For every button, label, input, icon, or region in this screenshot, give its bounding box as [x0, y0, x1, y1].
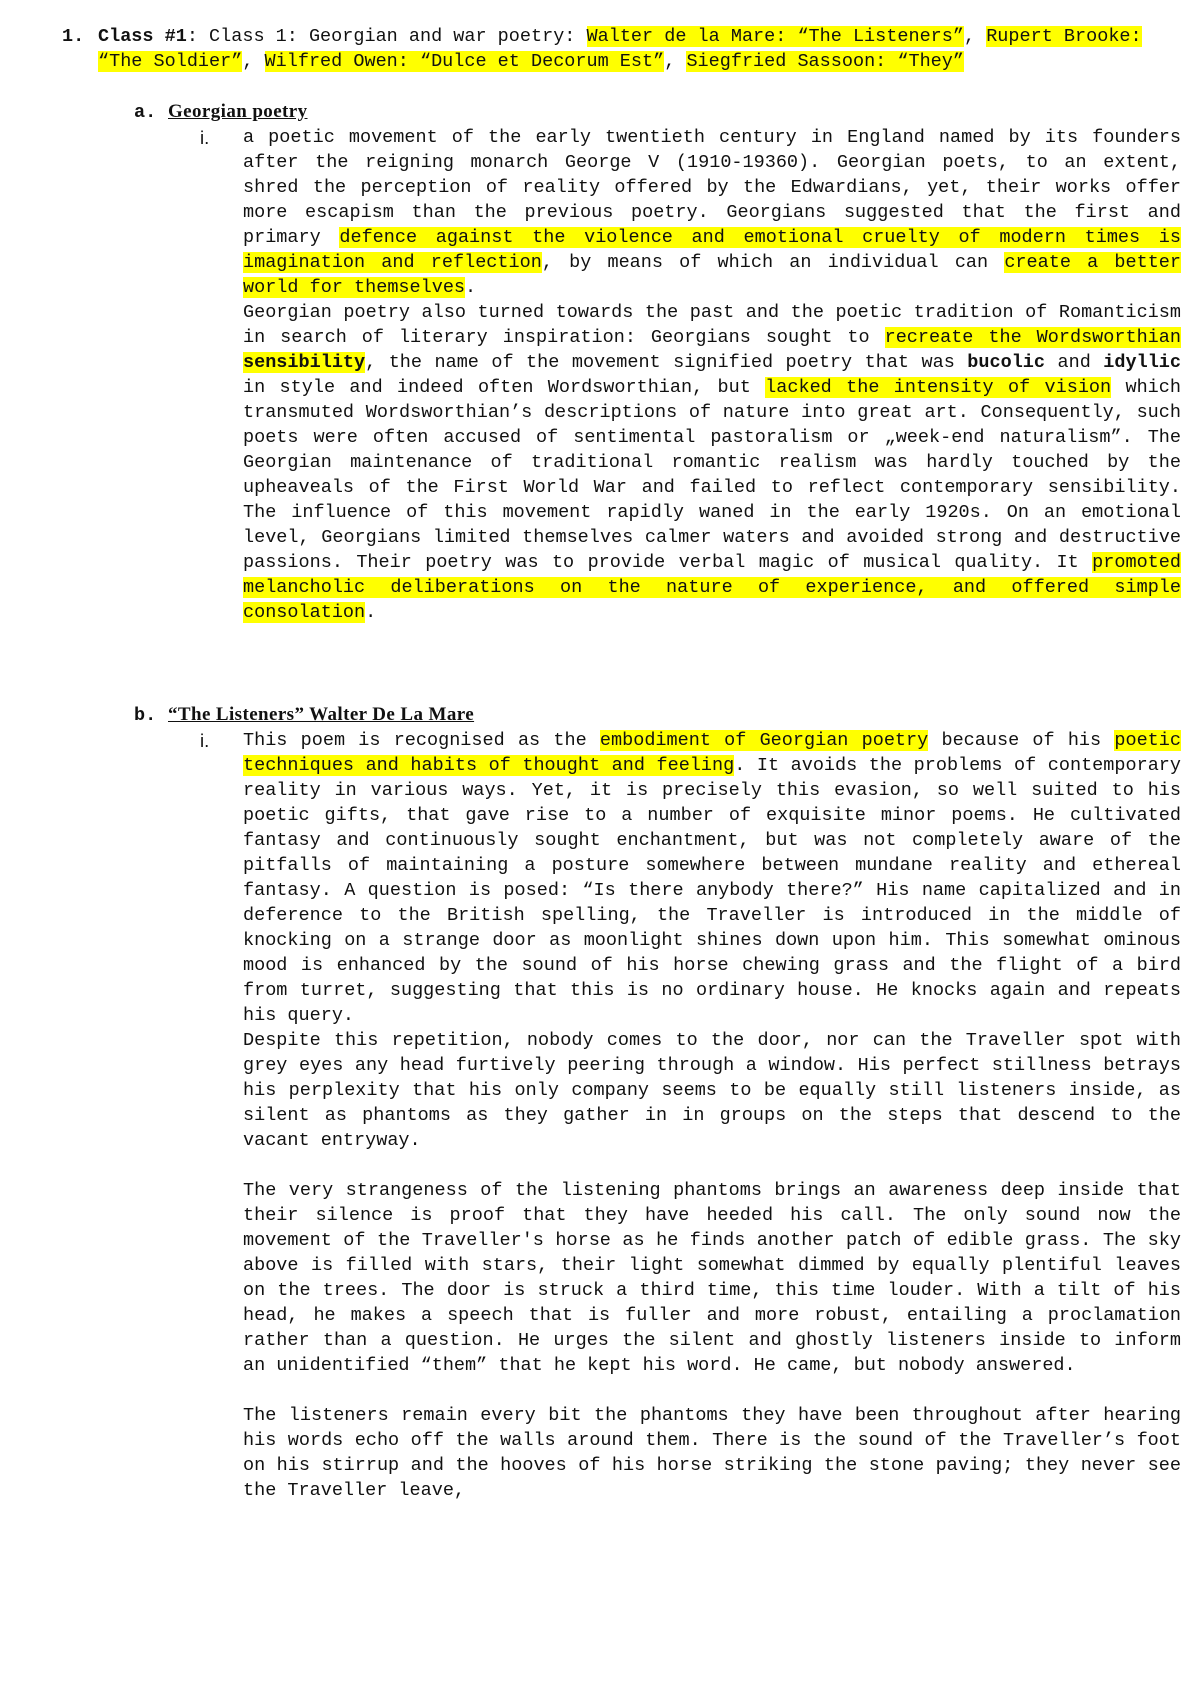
work-1: Walter de la Mare: “The Listeners”	[586, 26, 964, 47]
section-a-roman: i.	[200, 127, 210, 148]
paragraph: This poem is recognised as the embodiment of Georgian poetry because of his poetic techniques and habits of thought and feeling. It avoids the problems of contemporary reality in various ways. Yet, it is precisely this evasion, so well suited to his poetic gifts, that gave rise to a number of exquisite minor poems. He cultivated fantasy and continuously sought enchantment, but was not completely aware of the pitfalls of maintaining a posture somewhere between mundane reality and ethereal fantasy. A question is posed: “Is there anybody there?” His name capitalized and in deference to the British spelling, the Traveller is introduced in the middle of knocking on a strange door as moonlight shines down upon him. This somewhat ominous mood is enhanced by the sound of his horse chewing grass and the flight of a bird from turret, suggesting that this is no ordinary house. He knocks again and repeats his query.	[243, 730, 1181, 1026]
class-title: Class 1: Georgian and war poetry:	[197, 26, 587, 47]
paragraph: Georgian poetry also turned towards the past and the poetic tradition of Romanticism in search of literary inspiration: Georgians sought to recreate the Wordsworthian sensibility, the name of the movement signified poetry that was bucolic and idyllic in style and indeed often Wordsworthian, but lacked the intensity of vision which transmuted Wordsworthian’s descriptions of nature into great art. Consequently, such poets were often accused of sentimental pastoralism or „week-end naturalism”. The Georgian maintenance of traditional romantic realism was hardly touched by the upheaveals of the First World War and failed to reflect contemporary sensibility. The influence of this movement rapidly waned in the early 1920s. On an emotional level, Georgians limited themselves calmer waters and avoided strong and destructive passions. Their poetry was to provide verbal magic of musical quality. It promoted melancholic deliberations on the nature of experience, and offered simple consolation.	[243, 302, 1181, 623]
paragraph: The very strangeness of the listening phantoms brings an awareness deep inside that their silence is proof that they have heeded his call. The only sound now the movement of the Traveller's horse as he finds another patch of edible grass. The sky above is filled with stars, their light somewhat dimmed by equally plentiful leaves on the trees. The door is struck a third time, this time louder. With a tilt of his head, he makes a speech that is fuller and more robust, entailing a proclamation rather than a question. He urges the silent and ghostly listeners inside to inform an unidentified “them” that he kept his word. He came, but nobody answered.	[243, 1180, 1181, 1376]
section-b-roman: i.	[200, 730, 210, 751]
section-a-title: Georgian poetry	[168, 101, 308, 122]
work-4: Siegfried Sassoon: “They”	[686, 51, 964, 72]
paragraph: The listeners remain every bit the phantoms they have been throughout after hearing his words echo off the walls around them. There is the sound of the Traveller’s foot on his stirrup and the hooves of his horse striking the stone paving; they never see the Traveller leave,	[243, 1405, 1181, 1501]
work-3: Wilfred Owen: “Dulce et Decorum Est”	[264, 51, 665, 72]
section-a-label: a.	[134, 102, 157, 123]
list-item-class-1	[62, 24, 1182, 74]
paragraph: a poetic movement of the early twentieth century in England named by its founders after the reigning monarch George V (1910-19360). Georgian poets, to an extent, shred the perception of reality offered by the Edwardians, yet, their works offer more escapism than the previous poetry. Georgians suggested that the first and primary defence against the violence and emotional cruelty of modern times is imagination and reflection, by means of which an individual can create a better world for themselves.	[243, 127, 1181, 298]
section-b-title: “The Listeners” Walter De La Mare	[168, 704, 475, 725]
section-a-body	[243, 125, 1181, 625]
section-b-body	[243, 728, 1181, 1503]
work-2: Rupert Brooke: “The Soldier”	[98, 26, 1142, 72]
section-b-heading	[134, 702, 1134, 728]
class-heading: Class #1: Class 1: Georgian and war poetry: Walter de la Mare: “The Listeners”, Rupert Brooke: “The Soldier”, Wilfred Owen: “Dulce et Decorum Est”, Siegfried Sassoon: “They”	[98, 26, 1142, 72]
paragraph: Despite this repetition, nobody comes to the door, nor can the Traveller spot with grey eyes any head furtively peering through a window. His perfect stillness betrays his perplexity that his only company seems to be equally still listeners inside, as silent as phantoms as they gather in in groups on the steps that descend to the vacant entryway.	[243, 1030, 1181, 1151]
class-label: Class #1	[98, 26, 187, 47]
section-a-heading	[134, 99, 1134, 125]
list-number: 1.	[62, 26, 85, 47]
section-b-label: b.	[134, 705, 157, 726]
